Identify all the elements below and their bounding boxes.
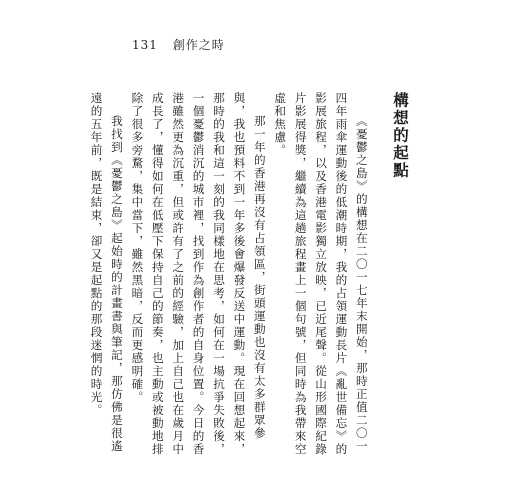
running-header <box>132 36 225 53</box>
section-title: 構想的起點 <box>391 92 410 180</box>
page-number: 131 <box>132 38 158 52</box>
paragraph-1: 《憂鬱之島》的構想在二〇一七年末開始，那時正值二〇一四年雨傘運動後的低潮時期，我的占領運動長片《亂世備忘》的影展旅程，以及香港電影獨立放映，已近尾聲。從山形國際紀錄片影展得獎，繼續為這趟旅程畫上一個句號，但同時為我帶來空虛和焦慮。 <box>273 92 369 456</box>
paragraph-2: 那一年的香港再沒有占領區，街頭運動也沒有太多群眾參與，我也預料不到一年多後會爆發反送中運動。現在回想起來，那時的我和這一刻的我同樣地在思考，如何在一場抗爭失敗後，一個憂鬱消沉的城市裡，找到作為創作者的自身位置。今日的香港雖然更為沉重，但或許有了之前的經驗，加上自己也在歲月中成長了，懂得如何在低壓下保持自己的節奏，也主動或被動地排除了很多旁騖，集中當下，雖然黑暗，反而更感明確。 <box>130 92 267 456</box>
paragraph-3: 我找到《憂鬱之島》起始時的計畫書與筆記，那仿佛是很遙遠的五年前，既是結束，卻又是起點的那段迷惘的時光。 <box>89 92 124 454</box>
vertical-text-block <box>86 92 410 464</box>
book-title: 創作之時 <box>172 38 225 52</box>
